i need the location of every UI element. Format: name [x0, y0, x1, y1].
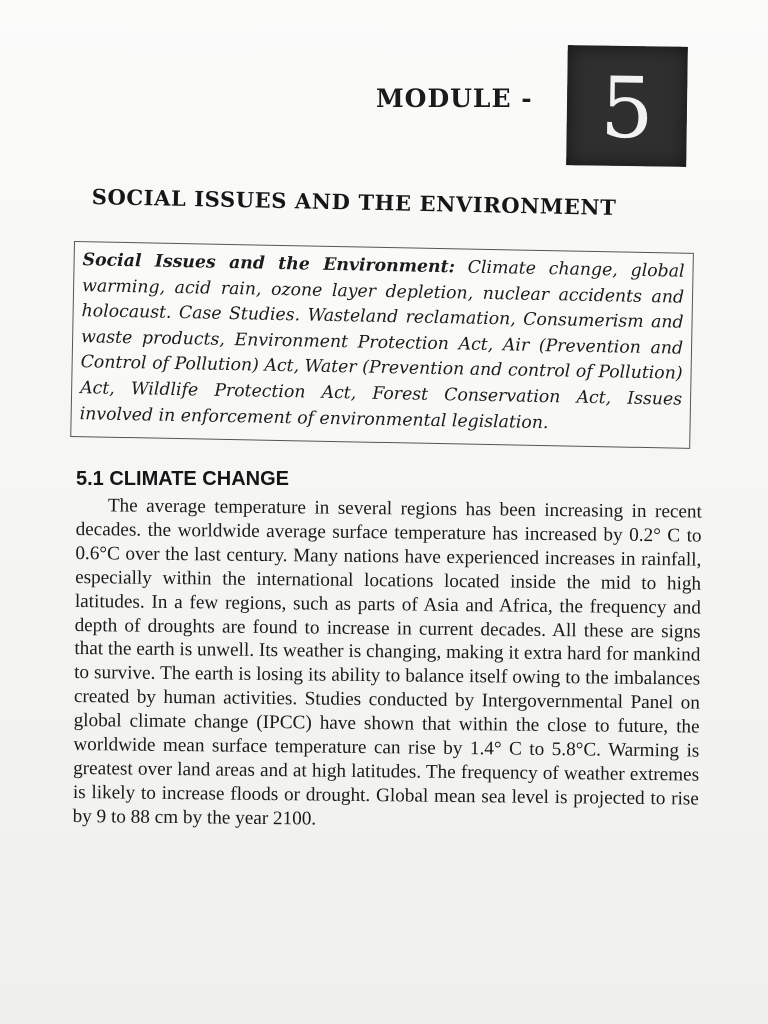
- syllabus-paragraph: [79, 248, 684, 439]
- syllabus-topics: Climate change, global warming, acid rain, ozone layer depletion, nuclear accidents and holocaust. Case Studies. Wasteland reclamation, Consumerism and waste products, Environment Protection Act, Air (Prevention and Control of Pollution) Act, Water (Prevention and control of Pollution) Act, Wildlife Protection Act, Forest Conservation Act, Issues involved in enforcement of environmental legislation.: [79, 257, 685, 433]
- chapter-title: SOCIAL ISSUES AND THE ENVIRONMENT: [91, 184, 617, 220]
- syllabus-lead: Social Issues and the Environment:: [82, 250, 456, 278]
- syllabus-box: [70, 241, 694, 449]
- module-label: MODULE -: [376, 84, 533, 113]
- section-heading: 5.1 CLIMATE CHANGE: [76, 468, 289, 490]
- module-number: 5: [599, 58, 655, 158]
- module-number-badge: [566, 45, 688, 167]
- section-body-paragraph: The average temperature in several regions has been increasing in recent decades. the worldwide average surface temperature has increased by 0.2° C to 0.6°C over the last century. Many nations have experienced increases in rainfall, especially within the international locations located inside the mid to high latitudes. In a few regions, such as parts of Asia and Africa, the frequency and depth of droughts are found to increase in current decades. All these are signs that the earth is unwell. Its weather is changing, making it extra hard for mankind to survive. The earth is losing its ability to balance itself owing to the imbalances created by human activities. Studies conducted by Intergovernmental Panel on global climate change (IPCC) have shown that within the close to future, the worldwide mean surface temperature can rise by 1.4° C to 5.8°C. Warming is greatest over land areas and at high latitudes. The frequency of weather extremes is likely to increase floods or drought. Global mean sea level is projected to rise by 9 to 88 cm by the year 2100.: [72, 495, 702, 830]
